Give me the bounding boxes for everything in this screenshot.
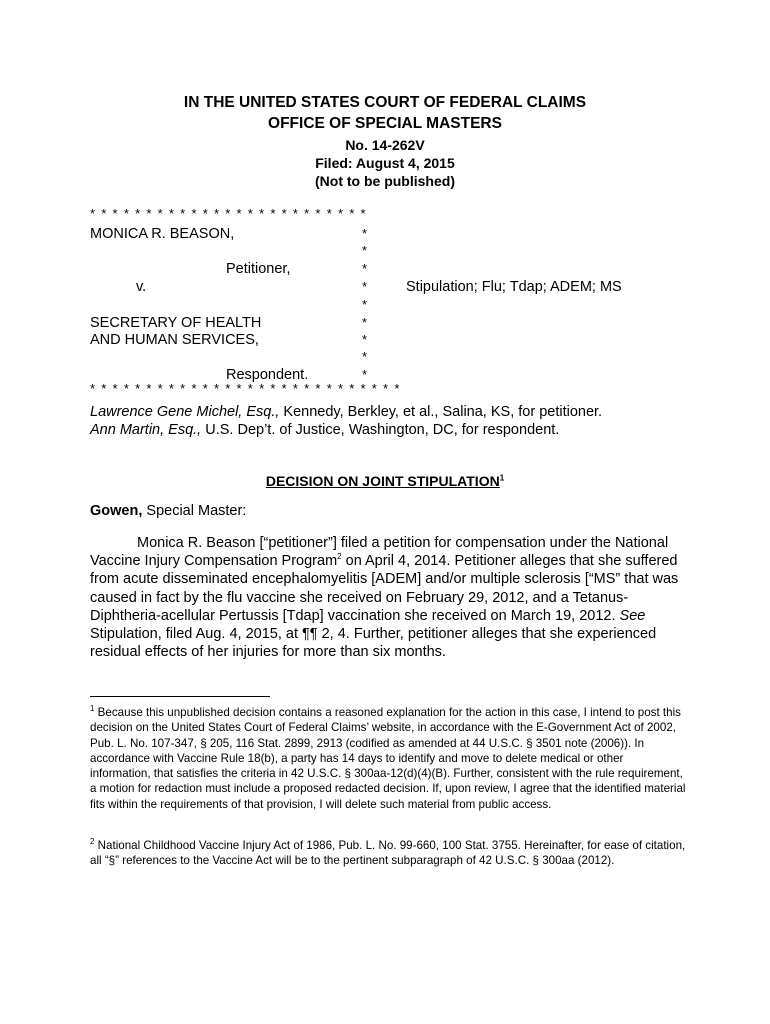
case-number: No. 14-262V bbox=[345, 137, 425, 153]
paragraph-text-1: Monica R. Beason [“petitioner”] filed a petition for compensation under the National Vaccine Injury Compensation Program bbox=[90, 535, 669, 570]
caption-column-star: * bbox=[362, 279, 368, 294]
court-name: IN THE UNITED STATES COURT OF FEDERAL CLAIMS bbox=[183, 94, 587, 111]
decision-paragraph bbox=[90, 534, 690, 661]
caption-bottom-stars: * * * * * * * * * * * * * * * * * * * * * * * * * * * * bbox=[90, 381, 401, 396]
caption-column-star: * bbox=[362, 226, 368, 241]
footnote-1 bbox=[90, 705, 686, 812]
respondent-attorney: Ann Martin, Esq., bbox=[90, 422, 202, 438]
footnote-1-text: Because this unpublished decision contains a reasoned explanation for the action in this case, I intend to post this decision on the United States Court of Federal Claims’ website, in accordance with the E-Government Act of 2002, Pub. L. No. 107-347, § 205, 116 Stat. 2899, 2913 (codified as amended at 44 U.S.C. § 3501 note (2006)). In accordance with Vaccine Rule 18(b), a party has 14 days to identify and move to delete medical or other information, that satisfies the criteria in 42 U.S.C. § 300aa-12(d)(4)(B). Further, consistent with the rule requirement, a motion for redaction must include a proposed redacted decision. If, upon review, I agree that the identified material fits within the requirements of that provision, I will delete such material from public access. bbox=[90, 706, 686, 811]
respondent-role: Respondent. bbox=[226, 367, 309, 383]
paragraph-text-2: on April 4, 2014. Petitioner alleges that she suffered from acute disseminated encephalomyelitis [ADEM] and/or multiple sclerosis [“MS” that was caused in fact by the flu vaccine she received on February 29, 2012, and a Tetanus-Diphtheria-acellular Pertussis [Tdap] vaccination she received on March 19, 2012. bbox=[90, 553, 679, 624]
author-role: Special Master: bbox=[142, 503, 247, 519]
petitioner-role: Petitioner, bbox=[226, 261, 291, 277]
caption-column-star: * bbox=[362, 332, 368, 347]
caption-column-star: * bbox=[362, 367, 368, 382]
case-keywords: Stipulation; Flu; Tdap; ADEM; MS bbox=[406, 279, 622, 295]
petitioner-attorney: Lawrence Gene Michel, Esq., bbox=[90, 404, 280, 420]
office-name: OFFICE OF SPECIAL MASTERS bbox=[268, 115, 502, 132]
caption-column-star: * bbox=[362, 297, 368, 312]
footnote-ref-2: 2 bbox=[337, 552, 342, 562]
caption-column-star: * bbox=[362, 261, 368, 276]
decision-title bbox=[0, 473, 770, 489]
decision-title-text: DECISION ON JOINT STIPULATION bbox=[265, 473, 500, 489]
author-line bbox=[90, 503, 246, 519]
author-name: Gowen, bbox=[90, 503, 143, 519]
caption-column-star: * bbox=[362, 243, 368, 258]
paragraph-text-3: Stipulation, filed Aug. 4, 2015, at ¶¶ 2, 4. Further, petitioner alleges that she experienced residual effects of her injuries for more than six months. bbox=[90, 626, 657, 661]
respondent-line-1: SECRETARY OF HEALTH bbox=[90, 315, 262, 331]
paragraph-see: See bbox=[619, 607, 646, 624]
footnote-divider bbox=[90, 696, 270, 697]
footnote-2 bbox=[90, 838, 686, 869]
caption-column-star: * bbox=[362, 315, 368, 330]
petitioner-name: MONICA R. BEASON, bbox=[90, 226, 235, 242]
footnote-ref-1: 1 bbox=[499, 473, 505, 483]
versus: v. bbox=[136, 279, 147, 295]
caption-top-stars: * * * * * * * * * * * * * * * * * * * * * * * * * bbox=[90, 206, 367, 221]
petitioner-counsel bbox=[90, 404, 602, 420]
footnote-1-mark: 1 bbox=[90, 704, 95, 714]
caption-column-star: * bbox=[362, 349, 368, 364]
publication-status: (Not to be published) bbox=[315, 173, 455, 189]
respondent-counsel bbox=[90, 422, 559, 438]
footnote-2-text: National Childhood Vaccine Injury Act of 1986, Pub. L. No. 99-660, 100 Stat. 3755. Hereinafter, for ease of citation, all “§” references to the Vaccine Act will be to the pertinent subparagraph of 42 U.S.C. § 300aa (2012). bbox=[90, 839, 686, 868]
footnote-2-mark: 2 bbox=[90, 837, 95, 847]
filed-date: Filed: August 4, 2015 bbox=[315, 155, 455, 171]
petitioner-counsel-detail: Kennedy, Berkley, et al., Salina, KS, for petitioner. bbox=[279, 404, 603, 420]
respondent-line-2: AND HUMAN SERVICES, bbox=[90, 332, 259, 348]
respondent-counsel-detail: U.S. Dep’t. of Justice, Washington, DC, for respondent. bbox=[201, 422, 560, 438]
